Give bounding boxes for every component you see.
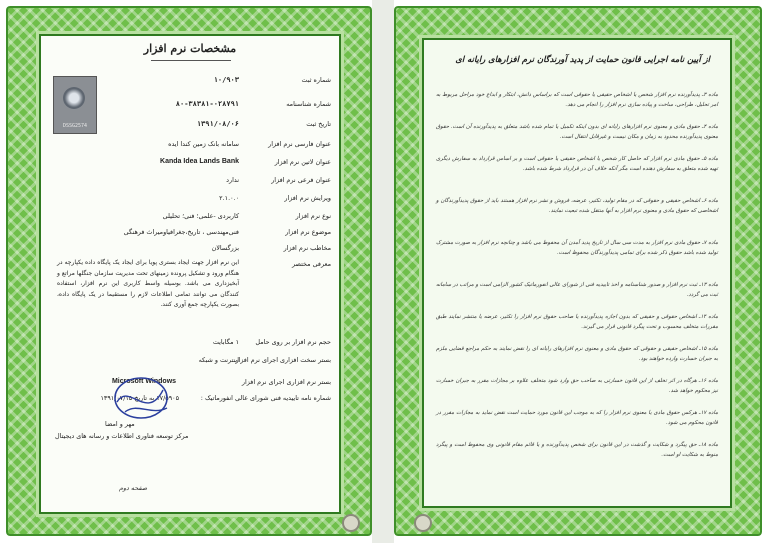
field-value: ۱ مگابایت [212, 338, 239, 346]
field-value: ۱۳۹۱/۰۸/۰۶ [196, 120, 239, 128]
field-audience [41, 244, 339, 257]
field-registration-number [41, 76, 339, 89]
field-label: عنوان لاتین نرم افزار [274, 158, 331, 166]
law-article: ماده ۳ـ پدیدآورنده نرم افزار شخص یا اشخاص حقیقی یا حقوقی است که براساس دانش، ابتکار و ابداع خود مراحل مربوط به امر تحلیل، طراحی، ساخت و پیاده سازی نرم افزار را انجام می دهد. [436, 92, 719, 108]
field-value: ۱۷/۵۹۰۵ به تاریخ ۱۳۹۱/۰۷/۱۵ [100, 394, 179, 402]
field-label: بستر نرم افزاری اجرای نرم افزار [241, 378, 331, 386]
field-label: موضوع نرم افزار [285, 228, 331, 236]
field-label: شماره ثبت [301, 76, 331, 84]
field-value: Microsoft Windows [111, 378, 177, 385]
description-text: این نرم افزار جهت ایجاد بستری پویا برای ایجاد یک پایگاه داده یکپارچه در هنگام ورود و تشکیل پرونده زمینهای تحت مدیریت سازمان جنگلها مراتع و آبخیزداری می باشد. بوسیله واسط کاربری این نرم افزار، استفاده کنندگان می توانند تمامی اطلاعات لازم را مستقیما در یک پایگاه داده، بصورت یکپارچه جمع آوری کنند. [57, 259, 239, 308]
law-article: ماده ۵ـ حقوق مادی نرم افزار که حاصل کار شخص یا اشخاص حقیقی یا حقوقی است و بر اساس قرارداد به سفارش دیگری تهیه شده متعلق به سفارش دهنده است مگر آنکه خلاف آن در قرارداد شرط شده باشد. [436, 156, 719, 172]
law-article: ماده ۱۸ـ حق پیگرد و شکایت و گذشت در این قانون برای شخص پدیدآورنده و یا قائم مقام قانونی وی محفوظ است و پیگرد منوط به شکایت او است. [436, 442, 719, 458]
field-value: اینترنت و شبکه [198, 356, 239, 364]
field-value: ۸۰-۳۸۳۸۱-۰۲۸۷۹۱ [175, 100, 239, 108]
field-label: نوع نرم افزار [295, 212, 331, 220]
field-label: عنوان فرعی نرم افزار [271, 176, 331, 184]
field-hardware-platform [41, 356, 339, 369]
binding-ring-icon [342, 514, 360, 532]
law-article: ماده ۷ـ حقوق مادی نرم افزار به مدت سی سال از تاریخ پدید آمدن آن محفوظ می باشد و چنانچه نرم افزار به صورت مشترک تولید شده باشد حقوق ذکر شده برای تمامی پدیدآورندگان محفوظ است. [436, 240, 718, 256]
left-page-content [41, 36, 339, 512]
field-size [41, 338, 339, 351]
law-article: ماده ۱۶ـ هرگاه در اثر تخلف از این قانون خسارتی به صاحب حق وارد شود متخلف علاوه بر مجازات مقرر به جبران خسارت نیز محکوم خواهد شد. [436, 378, 719, 394]
field-label: بستر سخت افزاری اجرای نرم افزار [235, 356, 331, 364]
field-subtitle [41, 176, 339, 189]
field-id-number [41, 100, 339, 113]
field-label: مخاطب نرم افزار [283, 244, 331, 252]
field-label: عنوان فارسی نرم افزار [268, 140, 331, 148]
stamp-label: مهر و امضا [105, 420, 135, 428]
field-value: سامانه بانک زمین کندا ایده [168, 140, 239, 148]
field-value: کاربردی -علمی؛ فنی؛ تحلیلی [162, 212, 239, 220]
law-article: ماده ۴ـ حقوق مادی و معنوی نرم افزارهای رایانه ای بدون اینکه تکمیل یا تمام شده باشد متعلق به پدیدآورنده آن است. حقوق معنوی پدیدآورنده محدود به زمان و مکان نیست و غیرقابل انتقال است. [436, 124, 719, 140]
law-article: ماده ۱۵ـ اشخاص حقیقی و حقوقی که حقوق مادی و معنوی نرم افزارهای رایانه ای را نقض نمایند به حکم مراجع قضایی ملزم به جبران خسارت وارده خواهند بود. [436, 346, 719, 362]
law-article: ماده ۱۷ـ هرکس حقوق مادی یا معنوی نرم افزار را که به موجب این قانون مورد حمایت است نقض نماید به مجازات مقرر در قانون محکوم می شود. [436, 410, 718, 426]
law-article: ماده ۱۴ـ اشخاص حقوقی و حقیقی که بدون اجازه پدیدآورنده یا صاحب حقوق نرم افزار را تکثیر، عرضه یا منتشر نمایند طبق مقررات متخلف محسوب و تحت پیگرد قانونی قرار می گیرند. [436, 314, 718, 330]
field-value: ندارد [226, 176, 239, 184]
field-label: تاریخ ثبت [306, 120, 331, 128]
law-title: از آیین نامه اجرایی قانون حمایت از پدید آورندگان نرم افزارهای رایانه ای [455, 54, 710, 64]
right-page [394, 6, 762, 536]
book-gutter [372, 0, 394, 543]
field-registration-date [41, 120, 339, 133]
field-latin-title [41, 158, 339, 171]
right-page-content [424, 40, 730, 506]
law-article: ماده ۱۳ـ ثبت نرم افزار و صدور شناسنامه و اخذ تاییدیه فنی از شورای عالی انفورماتیک کشور الزامی است و مراتب در سامانه ثبت می گردد. [436, 282, 718, 298]
field-approval-letter [41, 394, 339, 407]
field-software-type [41, 212, 339, 225]
field-value: ۱۰/۹۰۳ [213, 76, 239, 84]
law-article: ماده ۶ـ اشخاص حقیقی و حقوقی که در مقام تولید، تکثیر، عرضه، فروش و نشر نرم افزار هستند باید از حقوق پدیدآورندگان و اشخاصی که حقوق مادی و معنوی نرم افزار به آنها منتقل شده تبعیت نمایند. [436, 198, 719, 214]
field-version [41, 194, 339, 207]
field-software-platform [41, 378, 339, 391]
field-persian-title [41, 140, 339, 153]
field-label: شماره نامه تاییدیه فنی شورای عالی انفورماتیک : [200, 394, 331, 402]
seal-code: DSSG2574 [62, 123, 88, 129]
left-page [6, 6, 372, 536]
field-value: Kanda Idea Lands Bank [160, 158, 239, 165]
field-label: معرفی مختصر [292, 260, 331, 268]
page-title: مشخصات نرم افزار [143, 42, 237, 55]
binding-ring-icon [414, 514, 432, 532]
field-value: ۲.۱.۰.۰ [219, 194, 239, 202]
field-label: ویرایش نرم افزار [284, 194, 331, 202]
issuing-center: مرکز توسعه فناوری اطلاعات و رسانه های دیجیتال [55, 432, 189, 440]
title-underline [151, 60, 231, 61]
field-value: فنی‌مهندسی ، تاریخ‌،جغرافیاومیراث فرهنگی [123, 228, 239, 236]
field-label: حجم نرم افزار بر روی حامل [255, 338, 331, 346]
page-note: صفحه دوم [119, 484, 148, 492]
field-value: بزرگسالان [211, 244, 239, 252]
field-subject [41, 228, 339, 241]
field-label: شماره شناسنامه [286, 100, 331, 108]
